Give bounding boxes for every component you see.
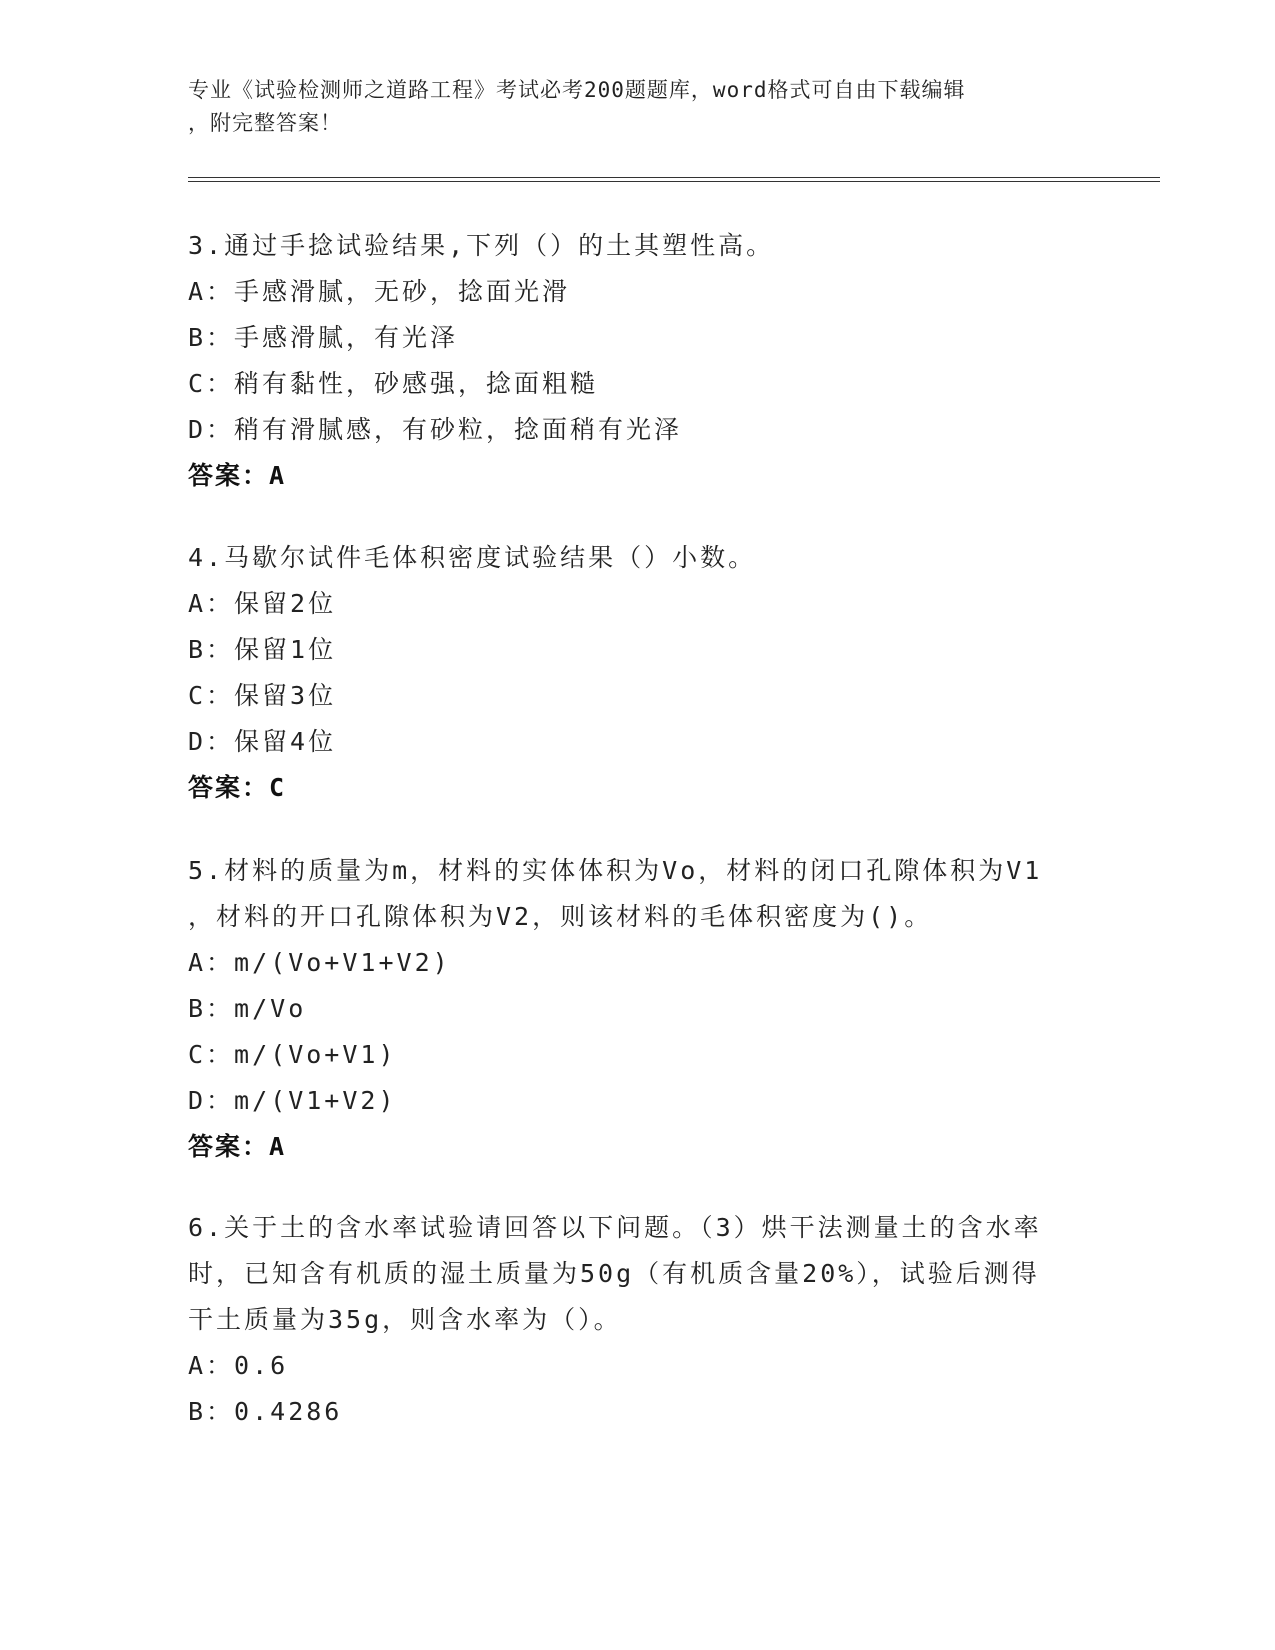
question-3	[188, 223, 1088, 499]
option-a: A：m/(Vo+V1+V2)	[188, 948, 451, 977]
option-d: D：m/(V1+V2)	[188, 1086, 397, 1115]
option-b: B：0.4286	[188, 1397, 343, 1426]
option-c: C：稍有黏性，砂感强，捻面粗糙	[188, 369, 599, 398]
option-a: A：手感滑腻，无砂，捻面光滑	[188, 277, 571, 306]
answer-label: 答案：A	[188, 1132, 287, 1161]
question-stem-line-2: 时，已知含有机质的湿土质量为50g（有机质含量20%），试验后测得	[188, 1259, 1040, 1288]
option-a: A：0.6	[188, 1351, 289, 1380]
option-b: B：m/Vo	[188, 994, 307, 1023]
header-divider-top	[188, 177, 1160, 178]
header-title-line-1: 专业《试验检测师之道路工程》考试必考200题题库，word格式可自由下载编辑	[188, 78, 966, 102]
option-c: C：保留3位	[188, 681, 337, 710]
answer-label: 答案：C	[188, 773, 287, 802]
option-c: C：m/(Vo+V1)	[188, 1040, 397, 1069]
question-5	[188, 848, 1088, 1170]
question-6	[188, 1205, 1088, 1435]
header-title-line-2: ，附完整答案！	[188, 111, 342, 135]
question-stem-line-1: 5.材料的质量为m，材料的实体体积为Vo，材料的闭口孔隙体积为V1	[188, 856, 1043, 885]
header-divider-bottom	[188, 181, 1160, 182]
question-stem-line-1: 6.关于土的含水率试验请回答以下问题。（3）烘干法测量土的含水率	[188, 1213, 1042, 1242]
question-stem: 4.马歇尔试件毛体积密度试验结果（）小数。	[188, 543, 757, 572]
option-a: A：保留2位	[188, 589, 337, 618]
option-b: B：手感滑腻，有光泽	[188, 323, 459, 352]
option-d: D：保留4位	[188, 727, 337, 756]
question-stem-line-2: ，材料的开口孔隙体积为V2，则该材料的毛体积密度为()。	[188, 902, 933, 931]
answer-label: 答案：A	[188, 461, 287, 490]
document-header	[188, 74, 1088, 140]
option-b: B：保留1位	[188, 635, 337, 664]
question-stem-line-3: 干土质量为35g，则含水率为（）。	[188, 1305, 622, 1334]
question-4	[188, 535, 1088, 811]
option-d: D：稍有滑腻感，有砂粒，捻面稍有光泽	[188, 415, 683, 444]
question-stem: 3.通过手捻试验结果,下列（）的土其塑性高。	[188, 231, 775, 260]
